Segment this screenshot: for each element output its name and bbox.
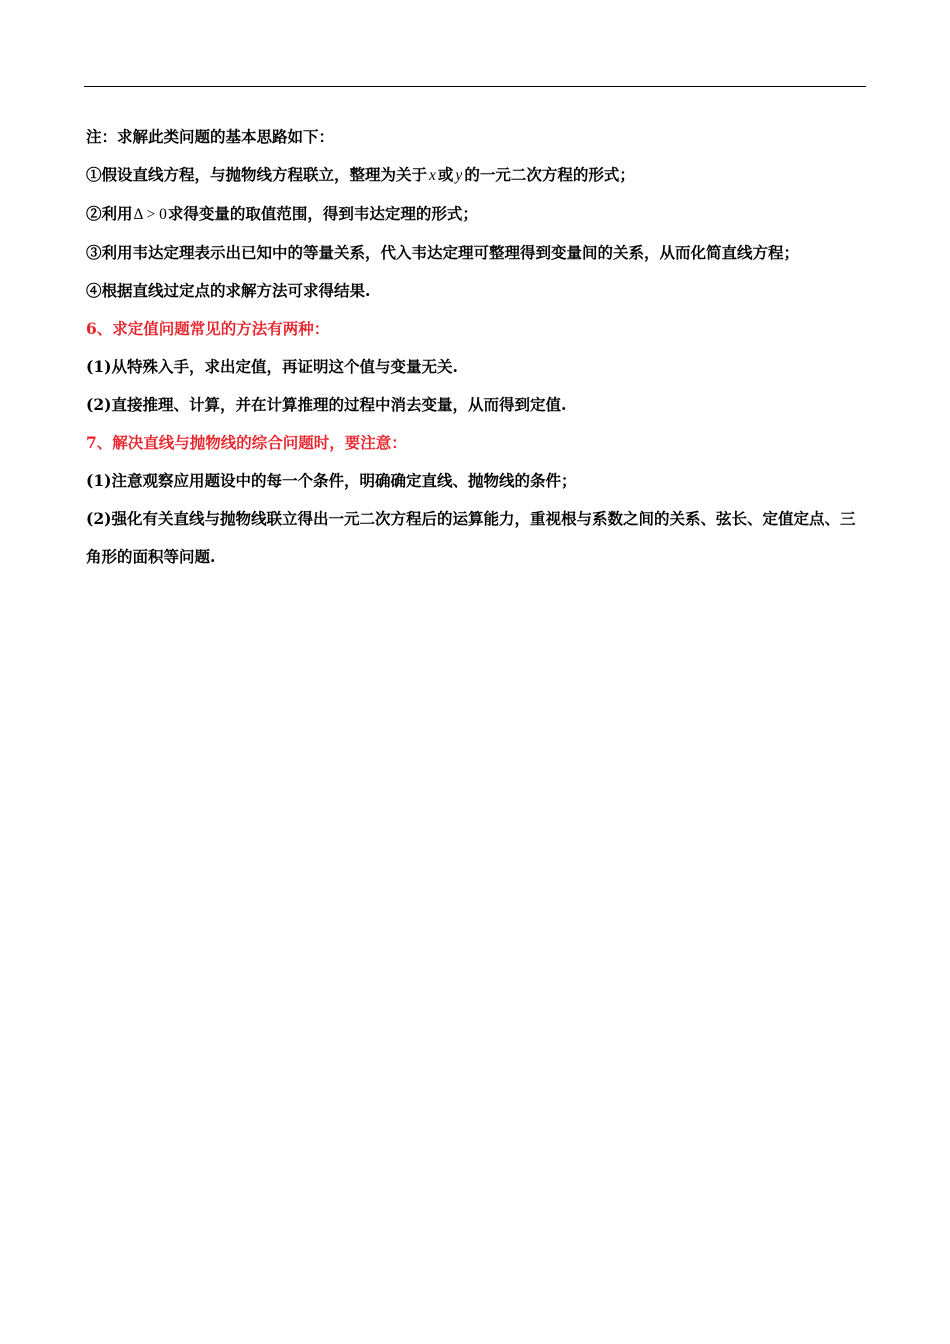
header-rule: [84, 86, 866, 87]
section-7-item-1: (1)注意观察应用题设中的每一个条件，明确确定直线、抛物线的条件；: [86, 471, 577, 490]
section-6-item-2: (2)直接推理、计算，并在计算推理的过程中消去变量，从而得到定值.: [86, 395, 567, 414]
note-step-1-mid: 或: [437, 165, 454, 184]
math-var-y: y: [455, 167, 463, 184]
section-6-item-1: (1)从特殊入手，求出定值，再证明这个值与变量无关.: [86, 357, 458, 376]
note-step-1-suffix: 的一元二次方程的形式；: [464, 165, 635, 184]
section-7-heading: 7、解决直线与抛物线的综合问题时，要注意：: [86, 433, 407, 452]
note-step-1: [86, 156, 868, 195]
section-7-item-2: (2)强化有关直线与抛物线联立得出一元二次方程后的运算能力，重视根与系数之间的关系、弦长、定值定点、三角形的面积等问题.: [86, 509, 856, 566]
note-step-4: ④根据直线过定点的求解方法可求得结果.: [86, 281, 371, 300]
note-step-2-suffix: 求得变量的取值范围，得到韦达定理的形式；: [167, 204, 478, 223]
math-var-x: x: [429, 167, 436, 184]
note-step-1-prefix: ①假设直线方程，与抛物线方程联立，整理为关于: [86, 165, 428, 184]
note-step-2: [86, 195, 868, 234]
math-delta-formula: Δ > 0: [133, 206, 167, 223]
note-step-3: ③利用韦达定理表示出已知中的等量关系，代入韦达定理可整理得到变量间的关系，从而化简直线方程；: [86, 243, 800, 262]
note-title: 注：求解此类问题的基本思路如下：: [86, 127, 335, 146]
note-step-2-prefix: ②利用: [86, 204, 133, 223]
document-body: [86, 118, 868, 576]
section-6-heading: 6、求定值问题常见的方法有两种：: [86, 319, 330, 338]
